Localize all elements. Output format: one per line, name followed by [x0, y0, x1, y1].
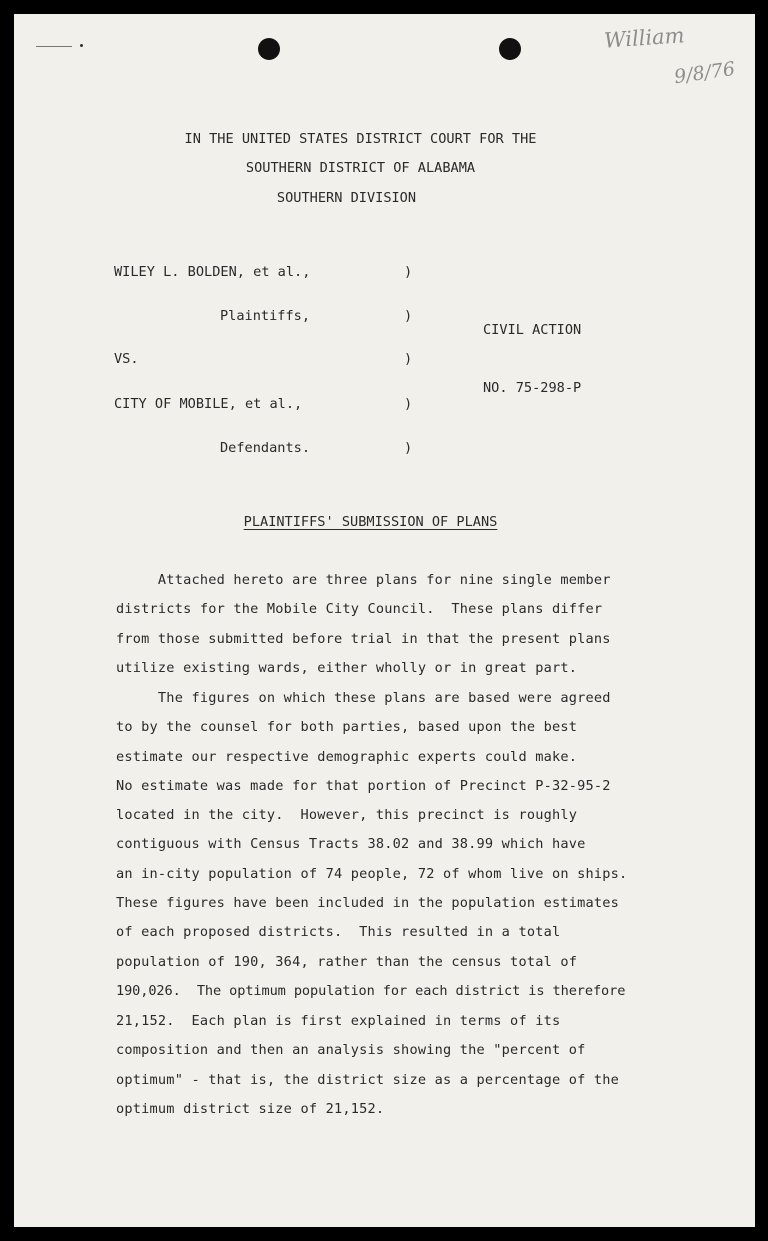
document-page: [14, 14, 755, 1227]
body-line: an in-city population of 74 people, 72 of whom live on ships.: [116, 866, 628, 882]
plaintiff-role: Plaintiffs,: [220, 308, 311, 324]
body-line: These figures have been included in the population estimates: [116, 895, 620, 911]
caption-paren: ): [404, 351, 413, 367]
body-line: population of 190, 364, rather than the census total of: [116, 954, 578, 970]
case-number: NO. 75-298-P: [483, 380, 582, 396]
court-header-line-3: SOUTHERN DIVISION: [276, 190, 417, 206]
body-line: optimum district size of 21,152.: [116, 1101, 385, 1117]
plaintiff-name: WILEY L. BOLDEN, et al.,: [114, 264, 311, 280]
body-line: The figures on which these plans are based were agreed: [116, 690, 611, 706]
body-line: contiguous with Census Tracts 38.02 and 38.99 which have: [116, 836, 586, 852]
paper-mark: [36, 46, 72, 47]
document-title-text: PLAINTIFFS' SUBMISSION OF PLANS: [243, 514, 498, 530]
civil-action-label: CIVIL ACTION: [483, 322, 582, 338]
body-line: to by the counsel for both parties, based upon the best: [116, 719, 578, 735]
body-line: optimum" - that is, the district size as a percentage of the: [116, 1072, 620, 1088]
versus-label: VS.: [114, 351, 139, 367]
caption-paren: ): [404, 264, 413, 280]
body-line: of each proposed districts. This resulted in a total: [116, 924, 561, 940]
court-header-line-2: SOUTHERN DISTRICT OF ALABAMA: [245, 160, 476, 176]
punch-hole-right: [499, 38, 521, 60]
body-line: composition and then an analysis showing the "percent of: [116, 1042, 586, 1058]
body-line: Attached hereto are three plans for nine single member: [116, 572, 611, 588]
caption-paren: ): [404, 308, 413, 324]
caption-paren: ): [404, 440, 413, 456]
body-line: districts for the Mobile City Council. These plans differ: [116, 601, 603, 617]
body-line: located in the city. However, this precinct is roughly: [116, 807, 578, 823]
defendant-name: CITY OF MOBILE, et al.,: [114, 396, 303, 412]
body-line: from those submitted before trial in that the present plans: [116, 631, 611, 647]
paper-mark: [80, 44, 83, 47]
body-line: 190,026. The optimum population for each district is therefore: [116, 983, 626, 999]
punch-hole-left: [258, 38, 280, 60]
body-line: No estimate was made for that portion of Precinct P-32-95-2: [116, 778, 611, 794]
body-line: estimate our respective demographic experts could make.: [116, 749, 578, 765]
handwritten-date: 9/8/76: [672, 57, 737, 89]
caption-paren: ): [404, 396, 413, 412]
court-header-line-1: IN THE UNITED STATES DISTRICT COURT FOR THE: [184, 131, 537, 147]
document-title: [0, 514, 741, 530]
body-line: 21,152. Each plan is first explained in terms of its: [116, 1013, 561, 1029]
handwritten-name: William: [603, 23, 686, 53]
body-line: utilize existing wards, either wholly or in great part.: [116, 660, 578, 676]
defendant-role: Defendants.: [220, 440, 311, 456]
